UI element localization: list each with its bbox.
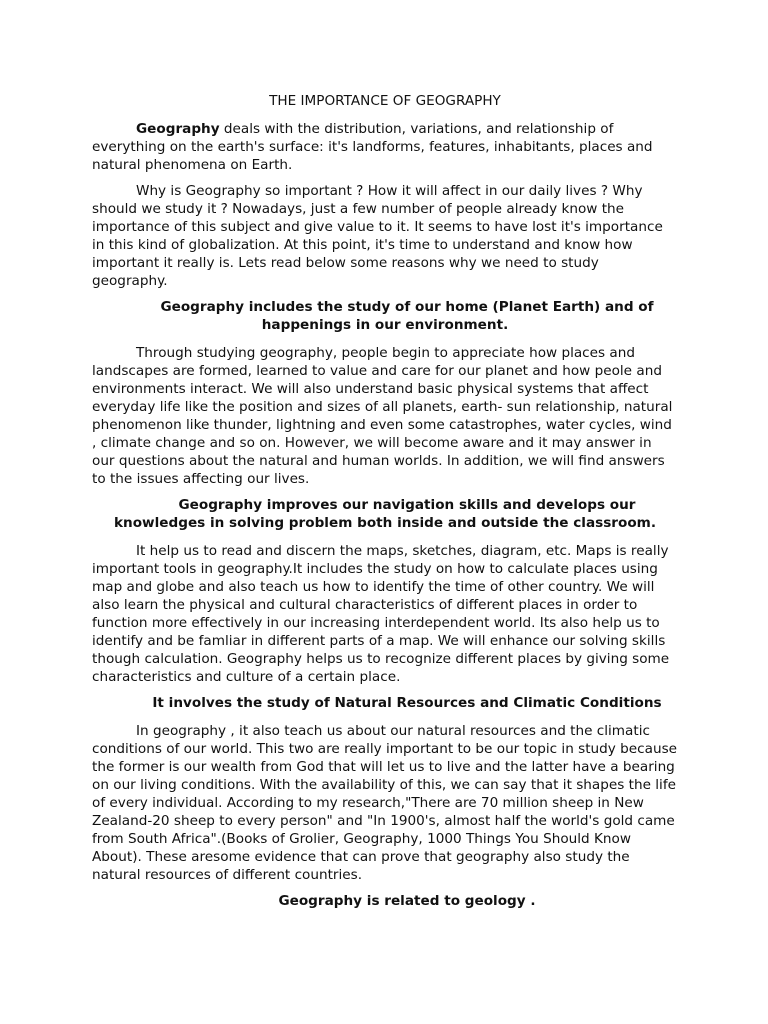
section-body-natural-resources: In geography , it also teach us about our natural resources and the climatic conditions of our world. This two are really important to be our topic in study because the former is our wealth from God that will let us to live and the latter have a bearing on our living conditions. With the availability of this, we can say that it shapes the life of every individual. According to my research,"There are 70 million sheep in New Zealand-20 sheep to every person" and "In 1900's, almost half the world's gold came from South Africa".(Books of Grolier, Geography, 1000 Things You Should Know About). These aresome evidence that can prove that geography also study the natural resources of different countries. xyxy=(92,723,678,883)
document-title: THE IMPORTANCE OF GEOGRAPHY xyxy=(269,93,501,109)
section-heading-planet-earth: Geography includes the study of our home (Planet Earth) and of happenings in our environment. xyxy=(160,299,654,333)
section-heading-geology: Geography is related to geology . xyxy=(278,893,536,909)
intro-lead-term: Geography xyxy=(136,121,220,137)
intro-text: deals with the distribution, variations, and relationship of everything on the earth's surface: it's landforms, features, inhabitants, places and natural phenomena on Earth. xyxy=(92,121,653,173)
section-heading-natural-resources: It involves the study of Natural Resources and Climatic Conditions xyxy=(152,695,662,711)
document-page xyxy=(92,92,678,920)
section-body-planet-earth: Through studying geography, people begin to appreciate how places and landscapes are formed, learned to value and care for our planet and how peole and environments interact. We will also understand basic physical systems that affect everyday life like the position and sizes of all planets, earth- sun relationship, natural phenomenon like thunder, lightning and even some catastrophes, water cycles, wind , climate change and so on. However, we will become aware and it may answer in our questions about the natural and human worlds. In addition, we will find answers to the issues affecting our lives. xyxy=(92,345,673,487)
section-heading-navigation-skills: Geography improves our navigation skills and develops our knowledges in solving problem both inside and outside the classroom. xyxy=(113,497,657,531)
why-paragraph: Why is Geography so important ? How it will affect in our daily lives ? Why should we study it ? Nowadays, just a few number of people already know the importance of this subject and give value to it. It seems to have lost it's importance in this kind of globalization. At this point, it's time to understand and know how important it really is. Lets read below some reasons why we need to study geography. xyxy=(92,183,663,289)
intro-paragraph xyxy=(92,120,678,174)
section-body-navigation-skills: It help us to read and discern the maps, sketches, diagram, etc. Maps is really important tools in geography.It includes the study on how to calculate places using map and globe and also teach us how to identify the time of other country. We will also learn the physical and cultural characteristics of different places in order to function more effectively in our increasing interdependent world. Its also help us to identify and be famliar in different parts of a map. We will enhance our solving skills though calculation. Geography helps us to recognize different places by giving some characteristics and culture of a certain place. xyxy=(92,543,670,685)
